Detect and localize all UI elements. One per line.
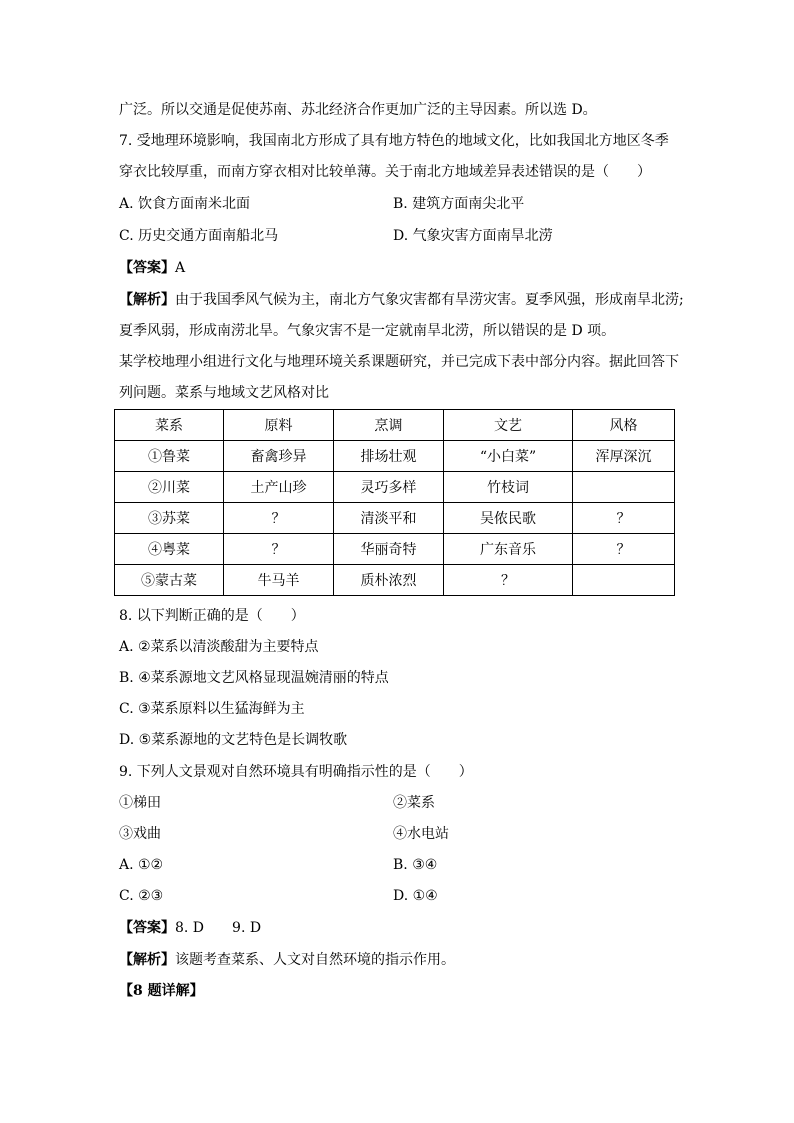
explanation-7-cont: 夏季风弱，形成南涝北旱。气象灾害不是一定就南旱北涝，所以错误的是 D 项。 (119, 323, 616, 339)
question-8-stem: 8. 以下判断正确的是（ ） (119, 608, 305, 624)
table-cell: 畜禽珍异 (224, 441, 334, 472)
table-cell: ？ (444, 565, 573, 596)
table-cell: ①鲁菜 (115, 441, 224, 472)
table-cell: 牛马羊 (224, 565, 334, 596)
table-header-row (115, 410, 675, 441)
table-cell: 灵巧多样 (334, 472, 444, 503)
table-cell: ④粤菜 (115, 534, 224, 565)
question-8-detail-heading: 【8 题详解】 (119, 983, 204, 999)
question-7-stem-cont: 穿衣比较厚重，而南方穿衣相对比较单薄。关于南北方地域差异表述错误的是（ ） (119, 164, 651, 180)
answer-value: 8. D 9. D (175, 920, 262, 936)
question-9-stem: 9. 下列人文景观对自然环境具有明确指示性的是（ ） (119, 764, 473, 780)
table-row (115, 441, 675, 472)
answer-label: 【答案】 (119, 260, 175, 276)
table-cell: 土产山珍 (224, 472, 334, 503)
table-cell: “小白菜” (444, 441, 573, 472)
paragraph-line: 广泛。所以交通是促使苏南、苏北经济合作更加广泛的主导因素。所以选 D。 (119, 102, 597, 118)
q9-item-1: ①梯田 (119, 795, 161, 811)
explanation-7 (119, 290, 684, 310)
q8-option-a: A. ②菜系以清淡酸甜为主要特点 (119, 639, 319, 655)
answer-8-9 (119, 918, 261, 938)
material-intro-cont: 列问题。菜系与地域文艺风格对比 (119, 385, 329, 401)
table-cell: 排场壮观 (334, 441, 444, 472)
q8-option-d: D. ⑤菜系源地的文艺特色是长调牧歌 (119, 732, 348, 748)
table-cell: 华丽奇特 (334, 534, 444, 565)
q9-item-3: ③戏曲 (119, 826, 161, 842)
table-cell: ？ (573, 534, 675, 565)
explanation-label: 【解析】 (119, 952, 175, 968)
cuisine-comparison-table (114, 409, 675, 596)
explanation-text: 该题考查菜系、人文对自然环境的指示作用。 (175, 952, 455, 968)
q8-option-c: C. ③菜系原料以生猛海鲜为主 (119, 701, 305, 717)
answer-value: A (175, 260, 186, 276)
q8-option-b: B. ④菜系源地文艺风格显现温婉清丽的特点 (119, 670, 389, 686)
header-cell: 原料 (224, 410, 334, 441)
material-intro: 某学校地理小组进行文化与地理环境关系课题研究，并已完成下表中部分内容。据此回答下 (119, 354, 679, 370)
table-cell: ⑤蒙古菜 (115, 565, 224, 596)
q7-option-b: B. 建筑方面南尖北平 (393, 196, 525, 212)
table-cell: ？ (224, 503, 334, 534)
q7-option-a: A. 饮食方面南米北面 (119, 196, 251, 212)
table-cell: 广东音乐 (444, 534, 573, 565)
table-cell: 清淡平和 (334, 503, 444, 534)
explanation-label: 【解析】 (119, 292, 175, 308)
table-cell: ？ (573, 503, 675, 534)
table-cell (573, 472, 675, 503)
table-cell: ②川菜 (115, 472, 224, 503)
table-cell: 竹枝词 (444, 472, 573, 503)
q9-item-4: ④水电站 (393, 826, 449, 842)
table-row (115, 472, 675, 503)
table-cell: 质朴浓烈 (334, 565, 444, 596)
table-cell: 浑厚深沉 (573, 441, 675, 472)
q9-option-b: B. ③④ (393, 857, 438, 873)
q7-option-c: C. 历史交通方面南船北马 (119, 228, 279, 244)
explanation-text: 由于我国季风气候为主，南北方气象灾害都有旱涝灾害。夏季风强，形成南旱北涝; (175, 292, 684, 308)
question-7-stem: 7. 受地理环境影响，我国南北方形成了具有地方特色的地域文化，比如我国北方地区冬季 (119, 133, 669, 149)
table-row (115, 565, 675, 596)
table-cell: ③苏菜 (115, 503, 224, 534)
answer-7 (119, 258, 185, 278)
q9-option-c: C. ②③ (119, 888, 164, 904)
table-cell (573, 565, 675, 596)
header-cell: 菜系 (115, 410, 224, 441)
q9-option-a: A. ①② (119, 857, 164, 873)
explanation-8-9 (119, 950, 455, 970)
table-cell: ？ (224, 534, 334, 565)
table-row (115, 503, 675, 534)
table-row (115, 534, 675, 565)
answer-label: 【答案】 (119, 920, 175, 936)
table-cell: 吴侬民歌 (444, 503, 573, 534)
q9-item-2: ②菜系 (393, 795, 435, 811)
q7-option-d: D. 气象灾害方面南旱北涝 (393, 228, 553, 244)
header-cell: 风格 (573, 410, 675, 441)
header-cell: 文艺 (444, 410, 573, 441)
header-cell: 烹调 (334, 410, 444, 441)
q9-option-d: D. ①④ (393, 888, 438, 904)
